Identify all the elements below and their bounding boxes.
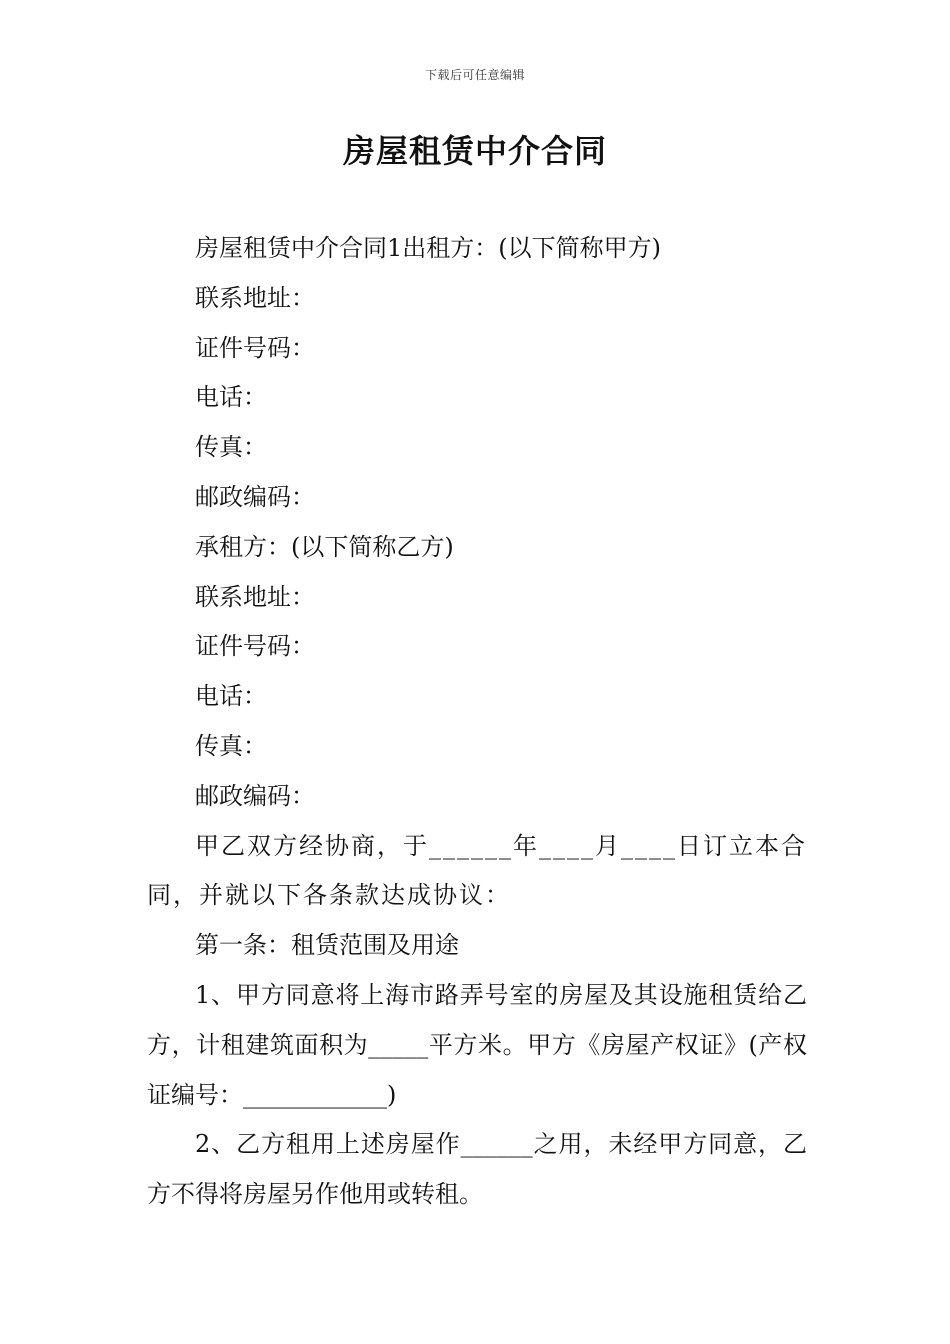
paragraph-clause-1: 1、甲方同意将上海市路弄号室的房屋及其设施租赁给乙方，计租建筑面积为_____平方米。甲方《房屋产权证》(产权证编号：____________): [147, 980, 807, 1109]
paragraph-lessee-phone: 电话：: [195, 682, 267, 711]
paragraph-lessee-fax: 传真：: [195, 731, 267, 760]
paragraph-lessor-postcode: 邮政编码：: [195, 482, 315, 511]
paragraph-article-one-heading: 第一条：租赁范围及用途: [195, 931, 459, 960]
paragraph-lessor-address: 联系地址：: [195, 283, 315, 312]
contract-body: [147, 224, 807, 1220]
paragraph-intro-lessor: 房屋租赁中介合同1出租方：(以下简称甲方): [195, 234, 661, 262]
paragraph-lessor-id-number: 证件号码：: [195, 333, 315, 362]
paragraph-lessee-id-number: 证件号码：: [195, 632, 315, 661]
paragraph-lessee-address: 联系地址：: [195, 582, 315, 611]
paragraph-lessor-fax: 传真：: [195, 433, 267, 462]
paragraph-clause-2: 2、乙方租用上述房屋作______之用，未经甲方同意，乙方不得将房屋另作他用或转租。: [147, 1130, 807, 1209]
paragraph-lessor-phone: 电话：: [195, 383, 267, 412]
document-title: 房屋租赁中介合同: [342, 132, 607, 170]
paragraph-lessee: 承租方：(以下简称乙方): [195, 532, 454, 561]
header-note: 下载后可任意编辑: [424, 68, 525, 82]
paragraph-lessee-postcode: 邮政编码：: [195, 781, 315, 810]
paragraph-agreement-date: 甲乙双方经协商，于______年____月____日订立本合同，并就以下各条款达成协议：: [147, 831, 807, 910]
